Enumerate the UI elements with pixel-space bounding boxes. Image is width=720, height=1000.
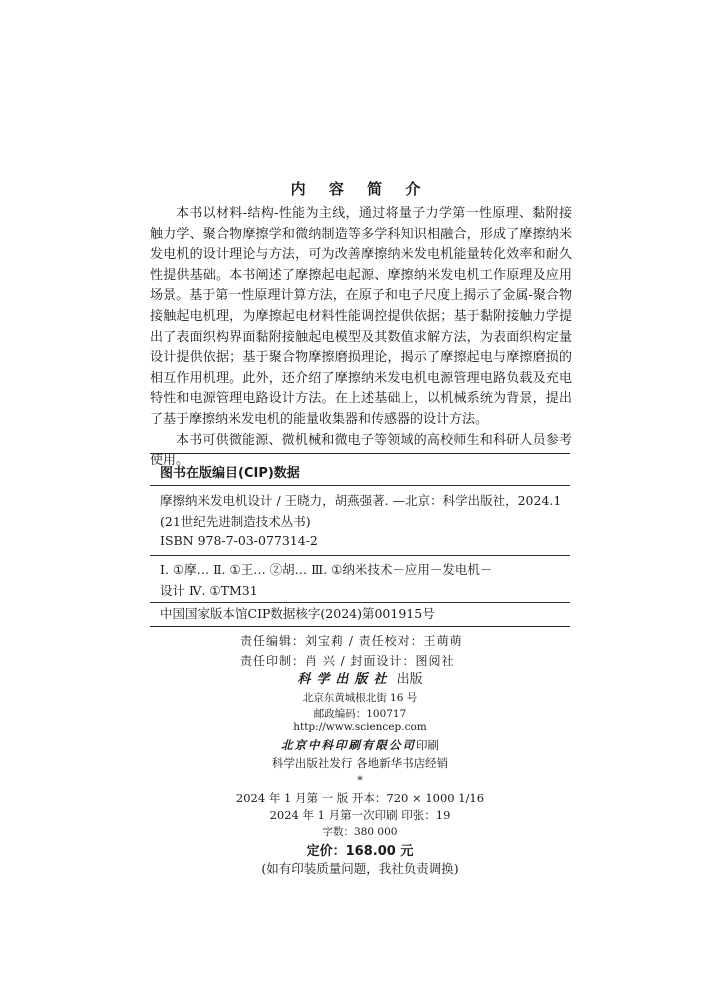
publisher-logo: 科学出版社 — [297, 672, 393, 687]
cip-divider — [150, 485, 570, 486]
separator-star: * — [357, 773, 363, 787]
cip-series-line: (21世纪先进制造技术丛书) — [160, 514, 311, 529]
publisher-suffix: 出版 — [396, 672, 423, 687]
cip-isbn: ISBN 978-7-03-077314-2 — [160, 533, 318, 548]
printer-logo: 北京中科印刷有限公司 — [281, 738, 416, 752]
word-count: 字数：380 000 — [322, 826, 398, 838]
publisher-address: 北京东黄城根北街 16 号 — [302, 692, 418, 704]
distribution-line: 科学出版社发行 各地新华书店经销 — [271, 756, 449, 770]
cip-verification-number: 中国国家版本馆CIP数据核字(2024)第001915号 — [160, 606, 435, 621]
cip-divider — [150, 555, 570, 556]
printer-suffix: 印刷 — [416, 738, 439, 752]
edition-line: 2024 年 1 月第 一 版 开本：720 × 1000 1/16 — [235, 791, 485, 805]
quality-notice: (如有印装质量问题，我社负责调换) — [261, 861, 459, 876]
summary-paragraph: 本书以材料-结构-性能为主线，通过将量子力学第一性原理、黏附接触力学、聚合物摩擦学和微纳制造等多学科知识相融合，形成了摩擦纳米发电机的设计理论与方法，可为改善摩擦纳米发电机能量转化效率和耐久性提供基础。本书阐述了摩擦起电起源、摩擦纳米发电机工作原理及应用场景。基于第一性原理计算方法，在原子和电子尺度上揭示了金属-聚合物接触起电机理，为摩擦起电材料性能调控提供依据；基于黏附接触力学提出了表面织构界面黏附接触起电模型及其数值求解方法，为表面织构定量设计提供依据；基于聚合物摩擦磨损理论，揭示了摩擦起电与摩擦磨损的相互作用机理。此外，还介绍了摩擦纳米发电机电源管理电路负载及充电特性和电源管理电路设计方法。在上述基础上，以机械系统为背景，提出了基于摩擦纳米发电机的能量收集器和传感器的设计方法。 — [150, 206, 572, 427]
cip-heading: 图书在版编目(CIP)数据 — [160, 466, 300, 481]
publisher-url: http://www.sciencep.com — [293, 721, 427, 733]
cip-data-block — [150, 453, 570, 627]
credits-line: 责任印制：肖 兴 / 封面设计：图阅社 — [240, 654, 455, 668]
summary-body — [150, 204, 572, 472]
printing-line: 2024 年 1 月第一次印刷 印张：19 — [269, 808, 451, 822]
cip-bibliographic-line: 摩擦纳米发电机设计 / 王晓力，胡燕强著. —北京：科学出版社，2024.1 — [160, 493, 562, 508]
cip-classification-line: Ⅰ. ①摩… Ⅱ. ①王… ②胡… Ⅲ. ①纳米技术－应用－发电机－ — [160, 562, 493, 577]
cip-divider — [150, 602, 570, 603]
publisher-line — [0, 668, 720, 687]
publisher-postcode: 邮政编码：100717 — [313, 708, 407, 720]
summary-paragraph: 本书可供微能源、微机械和微电子等领域的高校师生和科研人员参考使用。 — [150, 432, 572, 469]
credits-line: 责任编辑：刘宝莉 / 责任校对：王萌萌 — [240, 634, 463, 648]
summary-title: 内 容 简 介 — [290, 180, 430, 198]
printer-line — [0, 737, 720, 753]
price: 定价：168.00 元 — [306, 844, 414, 859]
cip-classification-line: 设计 Ⅳ. ①TM31 — [160, 583, 258, 598]
